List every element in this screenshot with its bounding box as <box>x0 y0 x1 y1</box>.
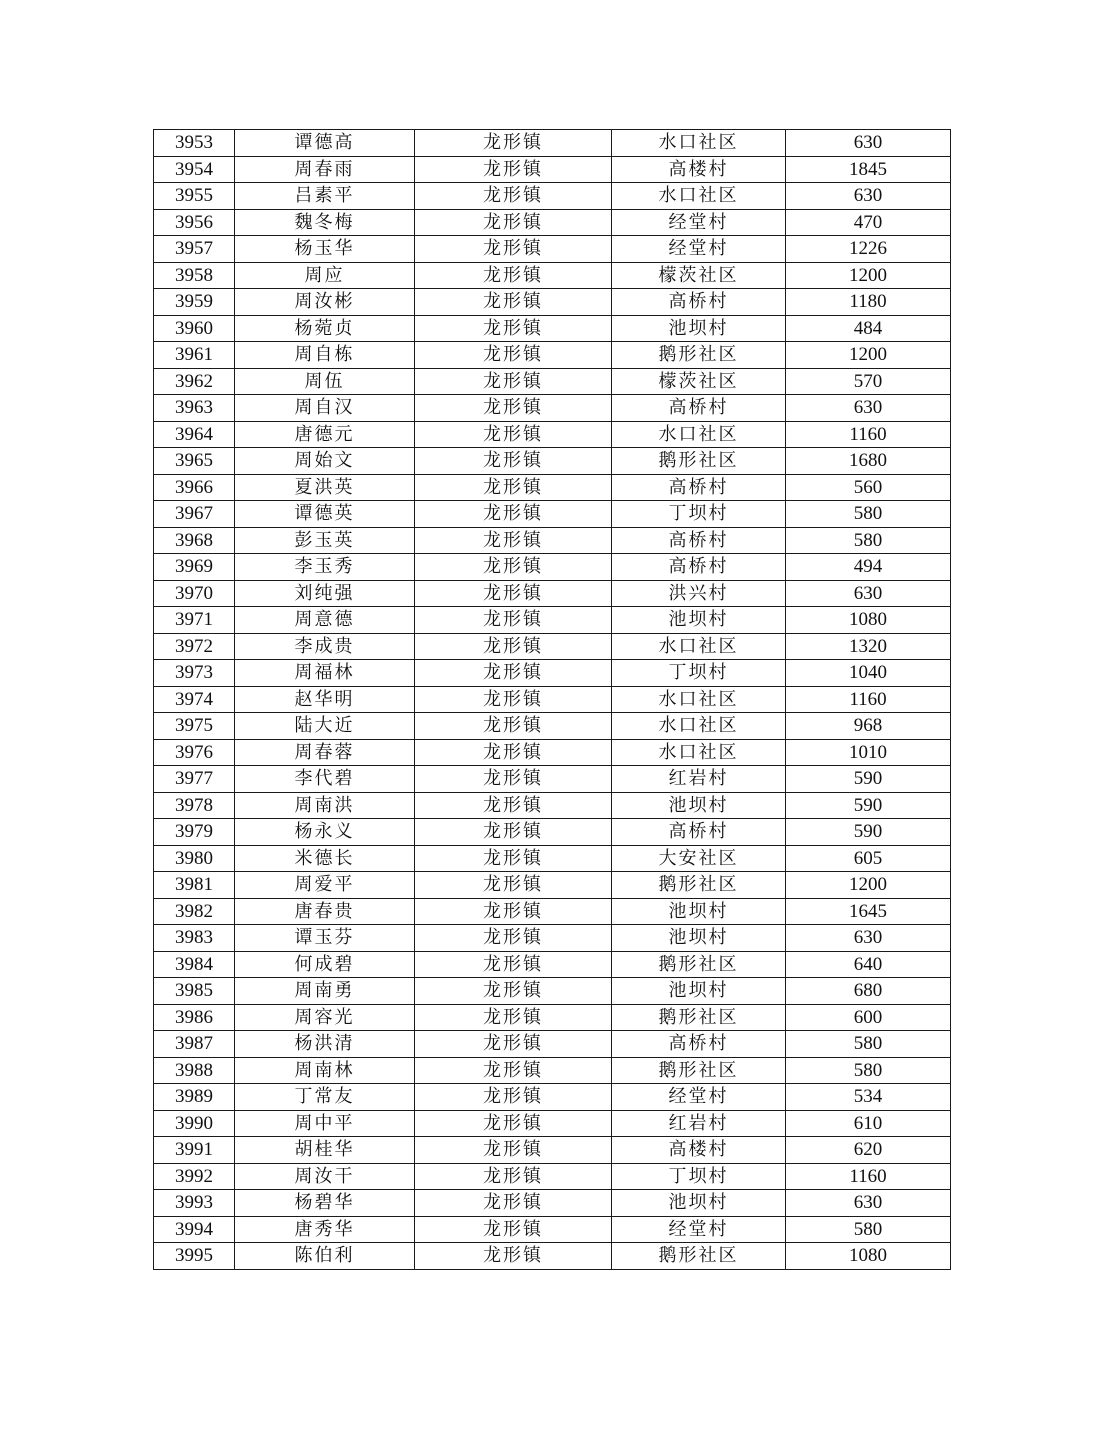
cell-serial-number: 3991 <box>154 1137 235 1164</box>
cell-person-name: 魏冬梅 <box>235 209 415 236</box>
cell-amount: 1645 <box>786 898 951 925</box>
cell-town: 龙形镇 <box>415 527 612 554</box>
cell-village: 水口社区 <box>612 633 786 660</box>
cell-person-name: 周始文 <box>235 448 415 475</box>
cell-town: 龙形镇 <box>415 501 612 528</box>
cell-serial-number: 3962 <box>154 368 235 395</box>
cell-serial-number: 3968 <box>154 527 235 554</box>
table-row <box>154 262 951 289</box>
cell-serial-number: 3959 <box>154 289 235 316</box>
cell-town: 龙形镇 <box>415 978 612 1005</box>
cell-town: 龙形镇 <box>415 262 612 289</box>
cell-town: 龙形镇 <box>415 1190 612 1217</box>
cell-village: 高桥村 <box>612 527 786 554</box>
cell-amount: 630 <box>786 1190 951 1217</box>
cell-village: 高桥村 <box>612 819 786 846</box>
cell-serial-number: 3954 <box>154 156 235 183</box>
table-row <box>154 898 951 925</box>
table-row <box>154 315 951 342</box>
cell-village: 水口社区 <box>612 421 786 448</box>
table-row <box>154 1163 951 1190</box>
cell-village: 水口社区 <box>612 130 786 157</box>
table-row <box>154 766 951 793</box>
cell-village: 高桥村 <box>612 1031 786 1058</box>
cell-amount: 580 <box>786 1216 951 1243</box>
table-row <box>154 527 951 554</box>
cell-town: 龙形镇 <box>415 1163 612 1190</box>
cell-amount: 605 <box>786 845 951 872</box>
table-row <box>154 342 951 369</box>
cell-person-name: 周南勇 <box>235 978 415 1005</box>
cell-village: 经堂村 <box>612 1084 786 1111</box>
cell-village: 洪兴村 <box>612 580 786 607</box>
table-row <box>154 978 951 1005</box>
cell-person-name: 杨菀贞 <box>235 315 415 342</box>
cell-person-name: 杨永义 <box>235 819 415 846</box>
cell-village: 檬茨社区 <box>612 262 786 289</box>
cell-person-name: 周福林 <box>235 660 415 687</box>
cell-serial-number: 3963 <box>154 395 235 422</box>
cell-village: 高桥村 <box>612 554 786 581</box>
table-row <box>154 289 951 316</box>
cell-person-name: 周意德 <box>235 607 415 634</box>
cell-village: 鹅形社区 <box>612 448 786 475</box>
table-row <box>154 1190 951 1217</box>
table-row <box>154 130 951 157</box>
cell-town: 龙形镇 <box>415 209 612 236</box>
cell-town: 龙形镇 <box>415 633 612 660</box>
table-row <box>154 1137 951 1164</box>
cell-town: 龙形镇 <box>415 925 612 952</box>
cell-village: 高桥村 <box>612 395 786 422</box>
cell-town: 龙形镇 <box>415 395 612 422</box>
cell-town: 龙形镇 <box>415 607 612 634</box>
cell-person-name: 丁常友 <box>235 1084 415 1111</box>
table-row <box>154 686 951 713</box>
data-table <box>153 129 951 1270</box>
cell-serial-number: 3955 <box>154 183 235 210</box>
cell-village: 丁坝村 <box>612 1163 786 1190</box>
table-row <box>154 633 951 660</box>
cell-serial-number: 3977 <box>154 766 235 793</box>
cell-village: 红岩村 <box>612 1110 786 1137</box>
cell-person-name: 陈伯利 <box>235 1243 415 1270</box>
table-row <box>154 156 951 183</box>
cell-person-name: 周中平 <box>235 1110 415 1137</box>
cell-serial-number: 3981 <box>154 872 235 899</box>
cell-serial-number: 3975 <box>154 713 235 740</box>
cell-person-name: 何成碧 <box>235 951 415 978</box>
cell-village: 高楼村 <box>612 1137 786 1164</box>
cell-person-name: 米德长 <box>235 845 415 872</box>
cell-serial-number: 3964 <box>154 421 235 448</box>
cell-amount: 580 <box>786 527 951 554</box>
cell-amount: 1080 <box>786 607 951 634</box>
cell-amount: 1200 <box>786 872 951 899</box>
cell-serial-number: 3992 <box>154 1163 235 1190</box>
table-row <box>154 792 951 819</box>
cell-serial-number: 3973 <box>154 660 235 687</box>
cell-village: 红岩村 <box>612 766 786 793</box>
cell-town: 龙形镇 <box>415 130 612 157</box>
cell-village: 池坝村 <box>612 792 786 819</box>
table-row <box>154 951 951 978</box>
cell-town: 龙形镇 <box>415 236 612 263</box>
cell-village: 檬茨社区 <box>612 368 786 395</box>
cell-town: 龙形镇 <box>415 1243 612 1270</box>
table-row <box>154 713 951 740</box>
cell-person-name: 李代碧 <box>235 766 415 793</box>
cell-serial-number: 3994 <box>154 1216 235 1243</box>
cell-amount: 1680 <box>786 448 951 475</box>
table-row <box>154 421 951 448</box>
cell-amount: 630 <box>786 580 951 607</box>
cell-person-name: 夏洪英 <box>235 474 415 501</box>
cell-amount: 580 <box>786 1031 951 1058</box>
cell-person-name: 周汝彬 <box>235 289 415 316</box>
cell-serial-number: 3960 <box>154 315 235 342</box>
table-row <box>154 925 951 952</box>
cell-town: 龙形镇 <box>415 1031 612 1058</box>
cell-village: 鹅形社区 <box>612 1057 786 1084</box>
cell-serial-number: 3957 <box>154 236 235 263</box>
cell-person-name: 陆大近 <box>235 713 415 740</box>
cell-village: 鹅形社区 <box>612 951 786 978</box>
cell-town: 龙形镇 <box>415 951 612 978</box>
cell-person-name: 杨碧华 <box>235 1190 415 1217</box>
cell-person-name: 谭德英 <box>235 501 415 528</box>
cell-person-name: 李玉秀 <box>235 554 415 581</box>
cell-town: 龙形镇 <box>415 872 612 899</box>
cell-village: 经堂村 <box>612 209 786 236</box>
cell-serial-number: 3965 <box>154 448 235 475</box>
cell-person-name: 周应 <box>235 262 415 289</box>
cell-person-name: 周南洪 <box>235 792 415 819</box>
table-row <box>154 607 951 634</box>
table-row <box>154 660 951 687</box>
cell-town: 龙形镇 <box>415 1137 612 1164</box>
cell-village: 鹅形社区 <box>612 342 786 369</box>
cell-amount: 1010 <box>786 739 951 766</box>
cell-town: 龙形镇 <box>415 156 612 183</box>
cell-amount: 1080 <box>786 1243 951 1270</box>
cell-village: 池坝村 <box>612 898 786 925</box>
cell-town: 龙形镇 <box>415 739 612 766</box>
cell-village: 池坝村 <box>612 607 786 634</box>
cell-town: 龙形镇 <box>415 421 612 448</box>
cell-serial-number: 3987 <box>154 1031 235 1058</box>
cell-serial-number: 3971 <box>154 607 235 634</box>
cell-town: 龙形镇 <box>415 474 612 501</box>
table-row <box>154 1057 951 1084</box>
cell-amount: 1226 <box>786 236 951 263</box>
cell-person-name: 周自栋 <box>235 342 415 369</box>
cell-town: 龙形镇 <box>415 1084 612 1111</box>
cell-person-name: 唐德元 <box>235 421 415 448</box>
cell-amount: 1320 <box>786 633 951 660</box>
cell-village: 水口社区 <box>612 713 786 740</box>
cell-town: 龙形镇 <box>415 368 612 395</box>
cell-person-name: 周春蓉 <box>235 739 415 766</box>
table-row <box>154 580 951 607</box>
cell-serial-number: 3980 <box>154 845 235 872</box>
table-row <box>154 1216 951 1243</box>
cell-amount: 630 <box>786 395 951 422</box>
cell-amount: 1160 <box>786 1163 951 1190</box>
cell-amount: 1160 <box>786 421 951 448</box>
cell-town: 龙形镇 <box>415 580 612 607</box>
cell-serial-number: 3972 <box>154 633 235 660</box>
cell-person-name: 谭德高 <box>235 130 415 157</box>
cell-amount: 1040 <box>786 660 951 687</box>
cell-person-name: 周春雨 <box>235 156 415 183</box>
cell-serial-number: 3956 <box>154 209 235 236</box>
cell-village: 池坝村 <box>612 978 786 1005</box>
cell-amount: 630 <box>786 130 951 157</box>
cell-serial-number: 3961 <box>154 342 235 369</box>
cell-person-name: 李成贵 <box>235 633 415 660</box>
cell-town: 龙形镇 <box>415 766 612 793</box>
cell-town: 龙形镇 <box>415 845 612 872</box>
cell-serial-number: 3974 <box>154 686 235 713</box>
cell-person-name: 刘纯强 <box>235 580 415 607</box>
cell-amount: 470 <box>786 209 951 236</box>
cell-amount: 590 <box>786 792 951 819</box>
cell-serial-number: 3958 <box>154 262 235 289</box>
cell-amount: 1180 <box>786 289 951 316</box>
table-row <box>154 501 951 528</box>
cell-amount: 610 <box>786 1110 951 1137</box>
cell-person-name: 周南林 <box>235 1057 415 1084</box>
table-row <box>154 236 951 263</box>
cell-person-name: 吕素平 <box>235 183 415 210</box>
cell-person-name: 杨洪清 <box>235 1031 415 1058</box>
cell-town: 龙形镇 <box>415 342 612 369</box>
cell-amount: 484 <box>786 315 951 342</box>
cell-serial-number: 3985 <box>154 978 235 1005</box>
cell-town: 龙形镇 <box>415 315 612 342</box>
table-row <box>154 1110 951 1137</box>
cell-amount: 580 <box>786 501 951 528</box>
table-row <box>154 1004 951 1031</box>
cell-serial-number: 3979 <box>154 819 235 846</box>
cell-serial-number: 3976 <box>154 739 235 766</box>
cell-person-name: 杨玉华 <box>235 236 415 263</box>
cell-serial-number: 3953 <box>154 130 235 157</box>
cell-amount: 640 <box>786 951 951 978</box>
cell-village: 丁坝村 <box>612 501 786 528</box>
cell-village: 丁坝村 <box>612 660 786 687</box>
cell-town: 龙形镇 <box>415 554 612 581</box>
cell-person-name: 赵华明 <box>235 686 415 713</box>
cell-town: 龙形镇 <box>415 448 612 475</box>
cell-town: 龙形镇 <box>415 898 612 925</box>
cell-town: 龙形镇 <box>415 1216 612 1243</box>
cell-town: 龙形镇 <box>415 183 612 210</box>
cell-amount: 590 <box>786 819 951 846</box>
cell-person-name: 周自汉 <box>235 395 415 422</box>
cell-town: 龙形镇 <box>415 792 612 819</box>
cell-town: 龙形镇 <box>415 1057 612 1084</box>
cell-serial-number: 3983 <box>154 925 235 952</box>
cell-village: 鹅形社区 <box>612 872 786 899</box>
cell-serial-number: 3978 <box>154 792 235 819</box>
cell-village: 水口社区 <box>612 183 786 210</box>
table-row <box>154 1031 951 1058</box>
cell-serial-number: 3993 <box>154 1190 235 1217</box>
cell-amount: 680 <box>786 978 951 1005</box>
table-row <box>154 1243 951 1270</box>
cell-person-name: 谭玉芬 <box>235 925 415 952</box>
cell-serial-number: 3989 <box>154 1084 235 1111</box>
cell-village: 鹅形社区 <box>612 1243 786 1270</box>
cell-amount: 534 <box>786 1084 951 1111</box>
cell-town: 龙形镇 <box>415 713 612 740</box>
cell-village: 高桥村 <box>612 289 786 316</box>
cell-person-name: 周爱平 <box>235 872 415 899</box>
table-row <box>154 183 951 210</box>
cell-town: 龙形镇 <box>415 686 612 713</box>
cell-town: 龙形镇 <box>415 660 612 687</box>
cell-village: 水口社区 <box>612 739 786 766</box>
cell-village: 池坝村 <box>612 925 786 952</box>
cell-amount: 1160 <box>786 686 951 713</box>
cell-amount: 560 <box>786 474 951 501</box>
cell-serial-number: 3969 <box>154 554 235 581</box>
cell-amount: 968 <box>786 713 951 740</box>
table-row <box>154 395 951 422</box>
cell-village: 池坝村 <box>612 1190 786 1217</box>
table-row <box>154 1084 951 1111</box>
cell-village: 高桥村 <box>612 474 786 501</box>
table-row <box>154 819 951 846</box>
cell-amount: 620 <box>786 1137 951 1164</box>
table-row <box>154 872 951 899</box>
cell-amount: 1200 <box>786 342 951 369</box>
cell-person-name: 唐春贵 <box>235 898 415 925</box>
cell-amount: 630 <box>786 925 951 952</box>
table-row <box>154 845 951 872</box>
cell-amount: 580 <box>786 1057 951 1084</box>
cell-village: 高楼村 <box>612 156 786 183</box>
cell-village: 水口社区 <box>612 686 786 713</box>
cell-person-name: 周伍 <box>235 368 415 395</box>
cell-serial-number: 3990 <box>154 1110 235 1137</box>
cell-amount: 630 <box>786 183 951 210</box>
table-row <box>154 448 951 475</box>
cell-village: 大安社区 <box>612 845 786 872</box>
cell-person-name: 彭玉英 <box>235 527 415 554</box>
cell-amount: 1845 <box>786 156 951 183</box>
cell-serial-number: 3970 <box>154 580 235 607</box>
table-body <box>154 130 951 1270</box>
cell-village: 经堂村 <box>612 1216 786 1243</box>
cell-amount: 494 <box>786 554 951 581</box>
cell-amount: 1200 <box>786 262 951 289</box>
cell-town: 龙形镇 <box>415 289 612 316</box>
table-row <box>154 368 951 395</box>
cell-amount: 570 <box>786 368 951 395</box>
cell-village: 鹅形社区 <box>612 1004 786 1031</box>
cell-person-name: 周汝干 <box>235 1163 415 1190</box>
cell-town: 龙形镇 <box>415 819 612 846</box>
cell-person-name: 唐秀华 <box>235 1216 415 1243</box>
cell-serial-number: 3995 <box>154 1243 235 1270</box>
cell-village: 经堂村 <box>612 236 786 263</box>
table-row <box>154 209 951 236</box>
cell-amount: 600 <box>786 1004 951 1031</box>
cell-person-name: 周容光 <box>235 1004 415 1031</box>
cell-serial-number: 3986 <box>154 1004 235 1031</box>
cell-village: 池坝村 <box>612 315 786 342</box>
cell-serial-number: 3967 <box>154 501 235 528</box>
cell-serial-number: 3982 <box>154 898 235 925</box>
table-row <box>154 739 951 766</box>
cell-serial-number: 3988 <box>154 1057 235 1084</box>
table-row <box>154 554 951 581</box>
cell-amount: 590 <box>786 766 951 793</box>
table-row <box>154 474 951 501</box>
cell-town: 龙形镇 <box>415 1004 612 1031</box>
cell-serial-number: 3984 <box>154 951 235 978</box>
cell-town: 龙形镇 <box>415 1110 612 1137</box>
cell-serial-number: 3966 <box>154 474 235 501</box>
cell-person-name: 胡桂华 <box>235 1137 415 1164</box>
